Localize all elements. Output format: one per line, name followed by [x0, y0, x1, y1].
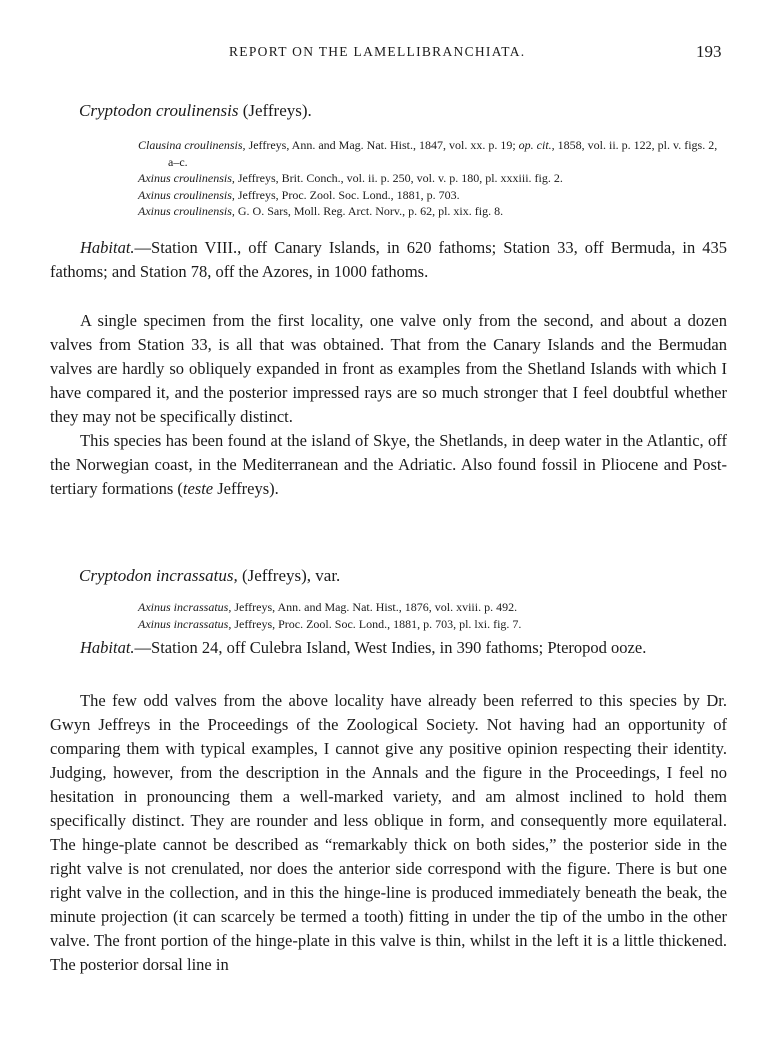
running-head — [0, 44, 776, 66]
species-authority: (Jeffreys), var. — [241, 566, 341, 585]
habitat-label: Habitat. — [80, 238, 135, 257]
paragraph: A single specimen from the first locality, one valve only from the second, and about a dozen valves from Station 33, is all that was obtained. That from the Canary Islands and the Bermudan valves are hardly so obliquely expanded in front as examples from the Shetland Islands with which I have compared it, and the posterior impressed rays are so much stronger that I feel doubtful whether they may not be specifically distinct. — [50, 311, 727, 426]
running-title: REPORT ON THE LAMELLIBRANCHIATA. — [229, 44, 526, 59]
genus-name: Cryptodon — [79, 566, 152, 585]
species-authority: (Jeffreys). — [242, 101, 312, 120]
habitat-text: —Station 24, off Culebra Island, West Indies, in 390 fathoms; Pteropod ooze. — [134, 638, 647, 657]
genus-name: Cryptodon — [79, 101, 152, 120]
synonym-entry: Clausina croulinensis, Jeffreys, Ann. and Mag. Nat. Hist., 1847, vol. xx. p. 19; op. cit., 1858, vol. ii. p. 122, pl. v. figs. 2, a–c. — [138, 138, 718, 169]
discussion-incrassatus — [50, 689, 727, 977]
synonym-entry: Axinus croulinensis, Jeffreys, Brit. Conch., vol. ii. p. 250, vol. v. p. 180, pl. xxxiii. fig. 2. — [138, 171, 563, 185]
habitat-croulinensis — [50, 236, 727, 284]
synonymy-list-incrassatus — [138, 599, 728, 632]
paragraph: This species has been found at the island of Skye, the Shetlands, in deep water in the Atlantic, off the Norwegian coast, in the Mediterranean and the Adriatic. Also found fossil in Pliocene and Post-tertiary formations (teste Jeffreys). — [50, 431, 727, 498]
species-epithet: incrassatus, — [155, 566, 238, 585]
species-epithet: croulinensis — [155, 101, 239, 120]
discussion-croulinensis — [50, 309, 727, 501]
synonym-entry: Axinus incrassatus, Jeffreys, Proc. Zool. Soc. Lond., 1881, p. 703, pl. lxi. fig. 7. — [138, 616, 522, 631]
habitat-incrassatus — [50, 636, 727, 660]
species-heading-incrassatus — [79, 566, 340, 586]
paragraph: The few odd valves from the above locality have already been referred to this species by Dr. Gwyn Jeffreys in the Proceedings of the Zoological Society. Not having had an opportunity of comparing them with typical examples, I cannot give any positive opinion respecting their identity. Judging, however, from the description in the Annals and the figure in the Proceedings, I feel no hesitation in pronouncing them a well-marked variety, and am almost inclined to hold them specifically distinct. They are rounder and less oblique in form, and consequently more equilateral. The hinge-plate cannot be described as “remarkably thick on both sides,” the posterior side in the right valve is not crenulated, nor does the anterior side correspond with the figure. There is but one right valve in the collection, and in this the hinge-line is produced immediately beneath the beak, the minute projection (it can scarcely be termed a tooth) fitting in under the tip of the umbo in the other valve. The front portion of the hinge-plate in this valve is thin, whilst in the left it is a little thickened. The posterior dorsal line in — [50, 691, 727, 974]
synonymy-list-croulinensis — [138, 137, 728, 220]
synonym-entry: Axinus croulinensis, Jeffreys, Proc. Zool. Soc. Lond., 1881, p. 703. — [138, 187, 460, 202]
species-heading-croulinensis — [79, 101, 312, 121]
synonym-entry: Axinus croulinensis, G. O. Sars, Moll. Reg. Arct. Norv., p. 62, pl. xix. fig. 8. — [138, 204, 504, 218]
synonym-entry: Axinus incrassatus, Jeffreys, Ann. and Mag. Nat. Hist., 1876, vol. xviii. p. 492. — [138, 600, 518, 614]
habitat-label: Habitat. — [80, 638, 135, 657]
habitat-text: —Station VIII., off Canary Islands, in 620 fathoms; Station 33, off Bermuda, in 435 fathoms; and Station 78, off the Azores, in 1000 fathoms. — [50, 238, 727, 281]
page-number: 193 — [696, 42, 722, 61]
